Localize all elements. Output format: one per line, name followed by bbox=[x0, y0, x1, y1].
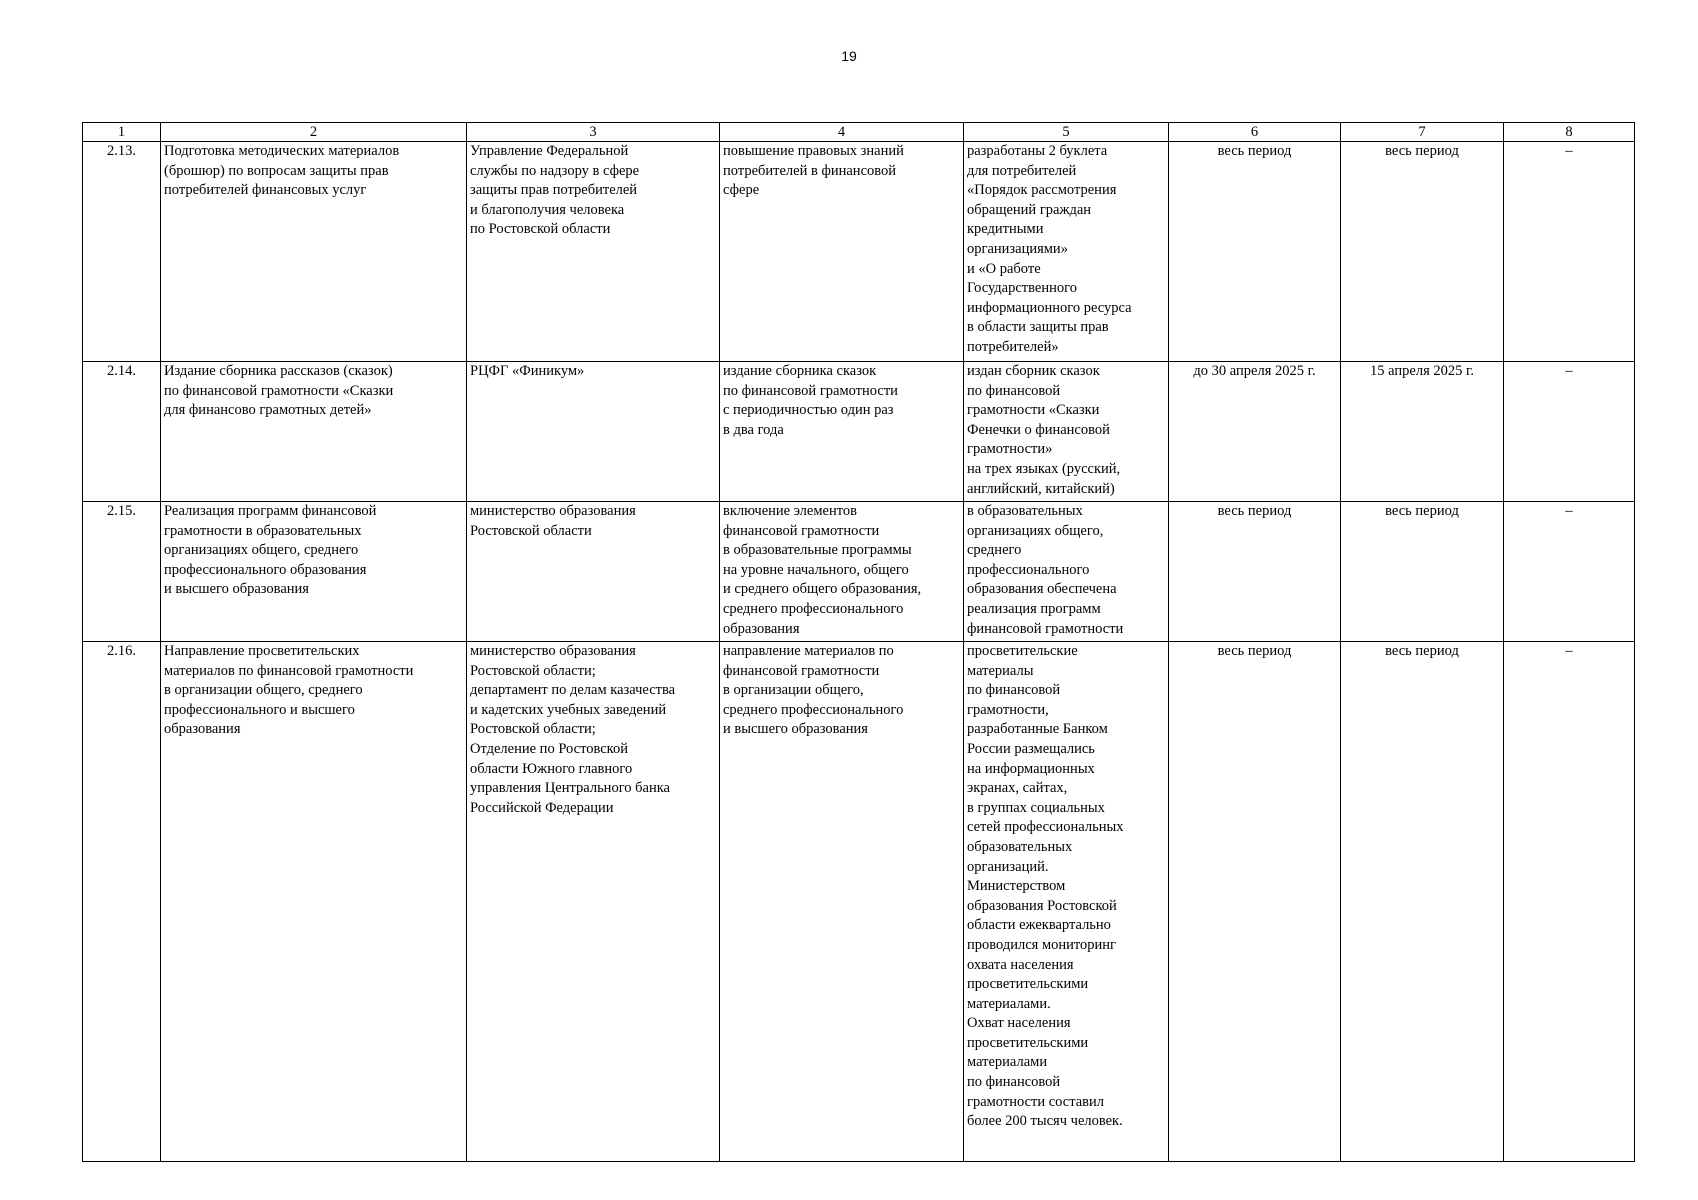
executor-cell: министерство образования Ростовской области bbox=[467, 502, 720, 642]
actual-result-cell: издан сборник сказок по финансовой грамотности «Сказки Фенечки о финансовой грамотности» на трех языках (русский, английский, китайский) bbox=[964, 362, 1169, 502]
actual-result-cell: просветительские материалы по финансовой грамотности, разработанные Банком России размещались на информационных экранах, сайтах, в группах социальных сетей профессиональных образовательных организаций. Министерством образования Ростовской области ежеквартально проводился мониторинг охвата населения просветительскими материалами. Охват населения просветительскими материалами по финансовой грамотности составил более 200 тысяч человек. bbox=[964, 642, 1169, 1162]
expected-result-cell: повышение правовых знаний потребителей в финансовой сфере bbox=[720, 142, 964, 362]
planned-term-cell: весь период bbox=[1169, 502, 1341, 642]
actual-term-cell: весь период bbox=[1341, 502, 1504, 642]
planned-term-cell: до 30 апреля 2025 г. bbox=[1169, 362, 1341, 502]
column-number: 1 bbox=[83, 123, 161, 142]
event-cell: Направление просветительских материалов по финансовой грамотности в организации общего, среднего профессионального и высшего образования bbox=[161, 642, 467, 1162]
actual-term-cell: весь период bbox=[1341, 642, 1504, 1162]
actual-term-cell: весь период bbox=[1341, 142, 1504, 362]
table-row bbox=[83, 502, 1635, 642]
note-cell: – bbox=[1504, 642, 1635, 1162]
event-cell: Подготовка методических материалов (брошюр) по вопросам защиты прав потребителей финансовых услуг bbox=[161, 142, 467, 362]
planned-term-cell: весь период bbox=[1169, 642, 1341, 1162]
table-row bbox=[83, 362, 1635, 502]
column-number: 2 bbox=[161, 123, 467, 142]
column-number-row bbox=[83, 123, 1635, 142]
executor-cell: РЦФГ «Финикум» bbox=[467, 362, 720, 502]
page-number: 19 bbox=[841, 48, 857, 64]
item-number: 2.13. bbox=[83, 142, 161, 362]
column-number: 7 bbox=[1341, 123, 1504, 142]
note-cell: – bbox=[1504, 502, 1635, 642]
column-number: 5 bbox=[964, 123, 1169, 142]
item-number: 2.16. bbox=[83, 642, 161, 1162]
expected-result-cell: издание сборника сказок по финансовой грамотности с периодичностью один раз в два года bbox=[720, 362, 964, 502]
event-cell: Издание сборника рассказов (сказок) по финансовой грамотности «Сказки для финансово грамотных детей» bbox=[161, 362, 467, 502]
actual-term-cell: 15 апреля 2025 г. bbox=[1341, 362, 1504, 502]
executor-cell: Управление Федеральной службы по надзору в сфере защиты прав потребителей и благополучия человека по Ростовской области bbox=[467, 142, 720, 362]
expected-result-cell: включение элементов финансовой грамотности в образовательные программы на уровне начального, общего и среднего общего образования, среднего профессионального образования bbox=[720, 502, 964, 642]
table-row bbox=[83, 642, 1635, 1162]
actual-result-cell: разработаны 2 буклета для потребителей «Порядок рассмотрения обращений граждан кредитными организациями» и «О работе Государственного информационного ресурса в области защиты прав потребителей» bbox=[964, 142, 1169, 362]
event-cell: Реализация программ финансовой грамотности в образовательных организациях общего, среднего профессионального образования и высшего образования bbox=[161, 502, 467, 642]
activities-table bbox=[82, 122, 1635, 1162]
executor-cell: министерство образования Ростовской области; департамент по делам казачества и кадетских учебных заведений Ростовской области; Отделение по Ростовской области Южного главного управления Центрального банка Российской Федерации bbox=[467, 642, 720, 1162]
column-number: 3 bbox=[467, 123, 720, 142]
item-number: 2.14. bbox=[83, 362, 161, 502]
table-row bbox=[83, 142, 1635, 362]
planned-term-cell: весь период bbox=[1169, 142, 1341, 362]
expected-result-cell: направление материалов по финансовой грамотности в организации общего, среднего профессионального и высшего образования bbox=[720, 642, 964, 1162]
column-number: 8 bbox=[1504, 123, 1635, 142]
note-cell: – bbox=[1504, 362, 1635, 502]
actual-result-cell: в образовательных организациях общего, среднего профессионального образования обеспечена реализация программ финансовой грамотности bbox=[964, 502, 1169, 642]
item-number: 2.15. bbox=[83, 502, 161, 642]
column-number: 4 bbox=[720, 123, 964, 142]
column-number: 6 bbox=[1169, 123, 1341, 142]
note-cell: – bbox=[1504, 142, 1635, 362]
